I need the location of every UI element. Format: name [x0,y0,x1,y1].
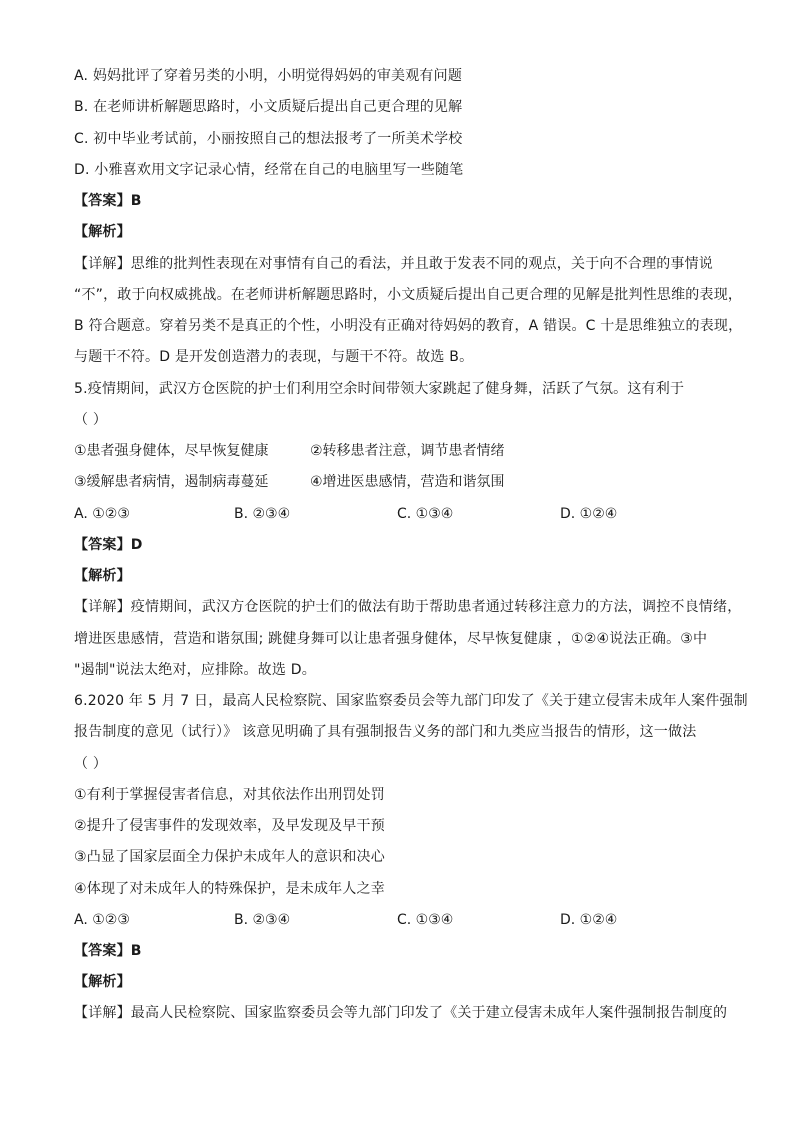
q6-choice-a: A. ①②③ [74,912,130,928]
q6-stem-blank: （ ） [74,756,108,772]
q5-stem-line-1: 5.疫情期间，武汉方仓医院的护士们利用空余时间带领大家跳起了健身舞，活跃了气氛。这有利于 [74,381,685,397]
q5-items-row-2 [74,472,714,492]
q5-detail-line-3: "遏制"说法太绝对，应排除。故选 D。 [74,662,316,678]
q6-item-3: ③凸显了国家层面全力保护未成年人的意识和决心 [74,849,385,865]
q5-stem-blank: （ ） [74,412,108,428]
q5-answer: 【答案】D [74,537,143,553]
q6-detail-line-1: 【详解】最高人民检察院、国家监察委员会等九部门印发了《关于建立侵害未成年人案件强制报告制度的 [74,1005,728,1021]
q5-item-3: ③缓解患者病情，遏制病毒蔓延 [74,474,269,490]
q5-choice-a: A. ①②③ [74,506,130,522]
q5-choice-b: B. ②③④ [234,506,291,522]
q6-stem-line-2: 报告制度的意见（试行）》 该意见明确了具有强制报告义务的部门和九类应当报告的情形，这一做法 [74,724,697,740]
q6-answer: 【答案】B [74,943,142,959]
q5-choices-row [74,504,714,524]
q4-option-a: A. 妈妈批评了穿着另类的小明，小明觉得妈妈的审美观有问题 [74,68,463,84]
q6-choice-d: D. ①②④ [560,912,618,928]
q4-detail-line-4: 与题干不符。D 是开发创造潜力的表现，与题干不符。故选 B。 [74,349,474,365]
q6-analysis-heading: 【解析】 [74,974,131,990]
q5-analysis-heading: 【解析】 [74,568,131,584]
q6-item-1: ①有利于掌握侵害者信息，对其依法作出刑罚处罚 [74,787,385,803]
q5-detail-line-2: 增进医患感情，营造和谐氛围; 跳健身舞可以让患者强身健体，尽早恢复健康 ，①②④说法正确。③中 [74,631,708,647]
q5-choice-d: D. ①②④ [560,506,618,522]
q4-option-c: C. 初中毕业考试前，小丽按照自己的想法报考了一所美术学校 [74,131,463,147]
q4-detail-line-2: “不”，敢于向权威挑战。在老师讲析解题思路时，小文质疑后提出自己更合理的见解是批判性思维的表现， [74,287,743,303]
q6-item-2: ②提升了侵害事件的发现效率，及早发现及早干预 [74,818,385,834]
q6-stem-line-1: 6.2020 年 5 月 7 日，最高人民检察院、国家监察委员会等九部门印发了《关于建立侵害未成年人案件强制 [74,693,748,709]
q5-item-2: ②转移患者注意，调节患者情绪 [310,443,505,459]
q4-answer: 【答案】B [74,193,142,209]
q5-items-row-1 [74,441,714,461]
q6-choices-row [74,910,714,930]
q4-analysis-heading: 【解析】 [74,224,131,240]
q5-item-4: ④增进医患感情，营造和谐氛围 [310,474,505,490]
q5-choice-c: C. ①③④ [397,506,454,522]
q6-choice-b: B. ②③④ [234,912,291,928]
q4-detail-line-1: 【详解】思维的批判性表现在对事情有自己的看法，并且敢于发表不同的观点，关于向不合理的事情说 [74,256,713,272]
q6-item-4: ④体现了对未成年人的特殊保护，是未成年人之幸 [74,881,385,897]
q5-item-1: ①患者强身健体，尽早恢复健康 [74,443,269,459]
q6-choice-c: C. ①③④ [397,912,454,928]
q4-option-b: B. 在老师讲析解题思路时，小文质疑后提出自己更合理的见解 [74,99,463,115]
q5-detail-line-1: 【详解】疫情期间，武汉方仓医院的护士们的做法有助于帮助患者通过转移注意力的方法，调控不良情绪， [74,599,742,615]
q4-option-d: D. 小雅喜欢用文字记录心情，经常在自己的电脑里写一些随笔 [74,162,464,178]
q4-detail-line-3: B 符合题意。穿着另类不是真正的个性，小明没有正确对待妈妈的教育，A 错误。C 十是思维独立的表现， [74,318,743,334]
